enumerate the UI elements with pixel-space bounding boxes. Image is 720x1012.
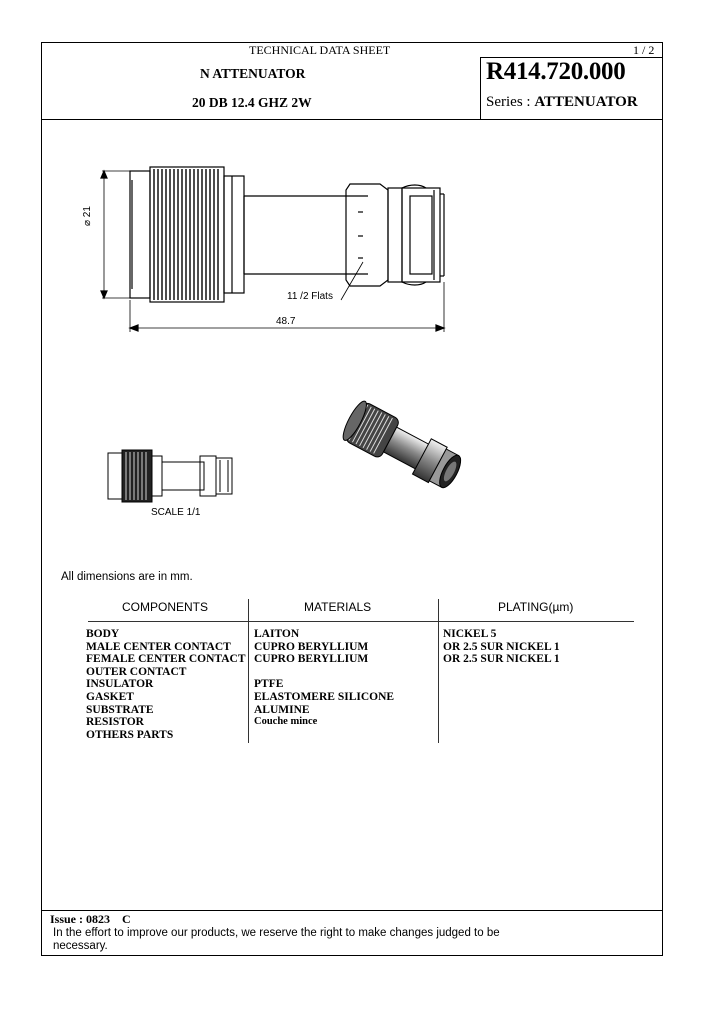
- component-row: OTHERS PARTS: [86, 728, 174, 741]
- plating-header: PLATING(µm): [498, 600, 574, 614]
- scale-label: SCALE 1/1: [151, 507, 201, 518]
- product-spec: 20 DB 12.4 GHZ 2W: [192, 95, 312, 110]
- issue-label: Issue : 0823: [50, 912, 111, 926]
- component-row: RESISTOR: [86, 716, 144, 729]
- plating-row: [443, 678, 560, 691]
- components-column: [86, 628, 246, 741]
- series-value: ATTENUATOR: [534, 94, 638, 110]
- plating-row: OR 2.5 SUR NICKEL 1: [443, 653, 560, 666]
- diameter-label: ⌀ 21: [82, 206, 93, 226]
- connector-side-drawing: [88, 150, 458, 350]
- issue-revision: C: [122, 912, 131, 926]
- table-header-line: [88, 621, 634, 622]
- material-row: [254, 729, 394, 742]
- material-row: [254, 666, 394, 679]
- material-row: CUPRO BERYLLIUM: [254, 640, 369, 653]
- plating-row: [443, 716, 560, 729]
- disclaimer-line-2: necessary.: [53, 940, 108, 952]
- material-row: ELASTOMERE SILICONE: [254, 690, 395, 703]
- plating-row: [443, 666, 560, 679]
- components-header: COMPONENTS: [122, 600, 209, 614]
- materials-column: [254, 628, 394, 741]
- materials-header: MATERIALS: [304, 600, 372, 614]
- plating-column: [443, 628, 560, 741]
- part-number: R414.720.000: [486, 58, 626, 85]
- component-row: BODY: [86, 628, 120, 640]
- header-divider: [480, 57, 481, 119]
- page-number: 1 / 2: [633, 43, 655, 57]
- component-row: FEMALE CENTER CONTACT: [86, 653, 246, 666]
- plating-row: [443, 704, 560, 717]
- component-row: MALE CENTER CONTACT: [86, 640, 231, 653]
- product-title: N ATTENUATOR: [200, 66, 306, 81]
- plating-row: OR 2.5 SUR NICKEL 1: [443, 640, 560, 653]
- component-row: SUBSTRATE: [86, 703, 154, 716]
- component-row: OUTER CONTACT: [86, 665, 187, 678]
- material-row: Couche mince: [254, 716, 318, 728]
- flats-label: 11 /2 Flats: [287, 291, 333, 302]
- doc-type: TECHNICAL DATA SHEET: [249, 43, 391, 57]
- component-row: INSULATOR: [86, 678, 154, 691]
- dimensions-note: All dimensions are in mm.: [61, 571, 193, 583]
- connector-scale-drawing: [104, 444, 244, 508]
- length-label: 48.7: [276, 316, 296, 327]
- plating-row: NICKEL 5: [443, 628, 497, 640]
- footer-line: [41, 910, 663, 911]
- plating-row: [443, 691, 560, 704]
- disclaimer-line-1: In the effort to improve our products, we reserve the right to make changes judged to be: [53, 927, 500, 939]
- material-row: PTFE: [254, 678, 284, 691]
- series-label: Series :: [486, 94, 531, 110]
- series-line: [486, 94, 638, 111]
- component-row: GASKET: [86, 690, 134, 703]
- header-bottom-line: [41, 119, 663, 120]
- connector-3d-render: [330, 400, 470, 510]
- material-row: CUPRO BERYLLIUM: [254, 653, 369, 666]
- plating-row: [443, 729, 560, 742]
- material-row: ALUMINE: [254, 703, 310, 716]
- material-row: LAITON: [254, 628, 300, 640]
